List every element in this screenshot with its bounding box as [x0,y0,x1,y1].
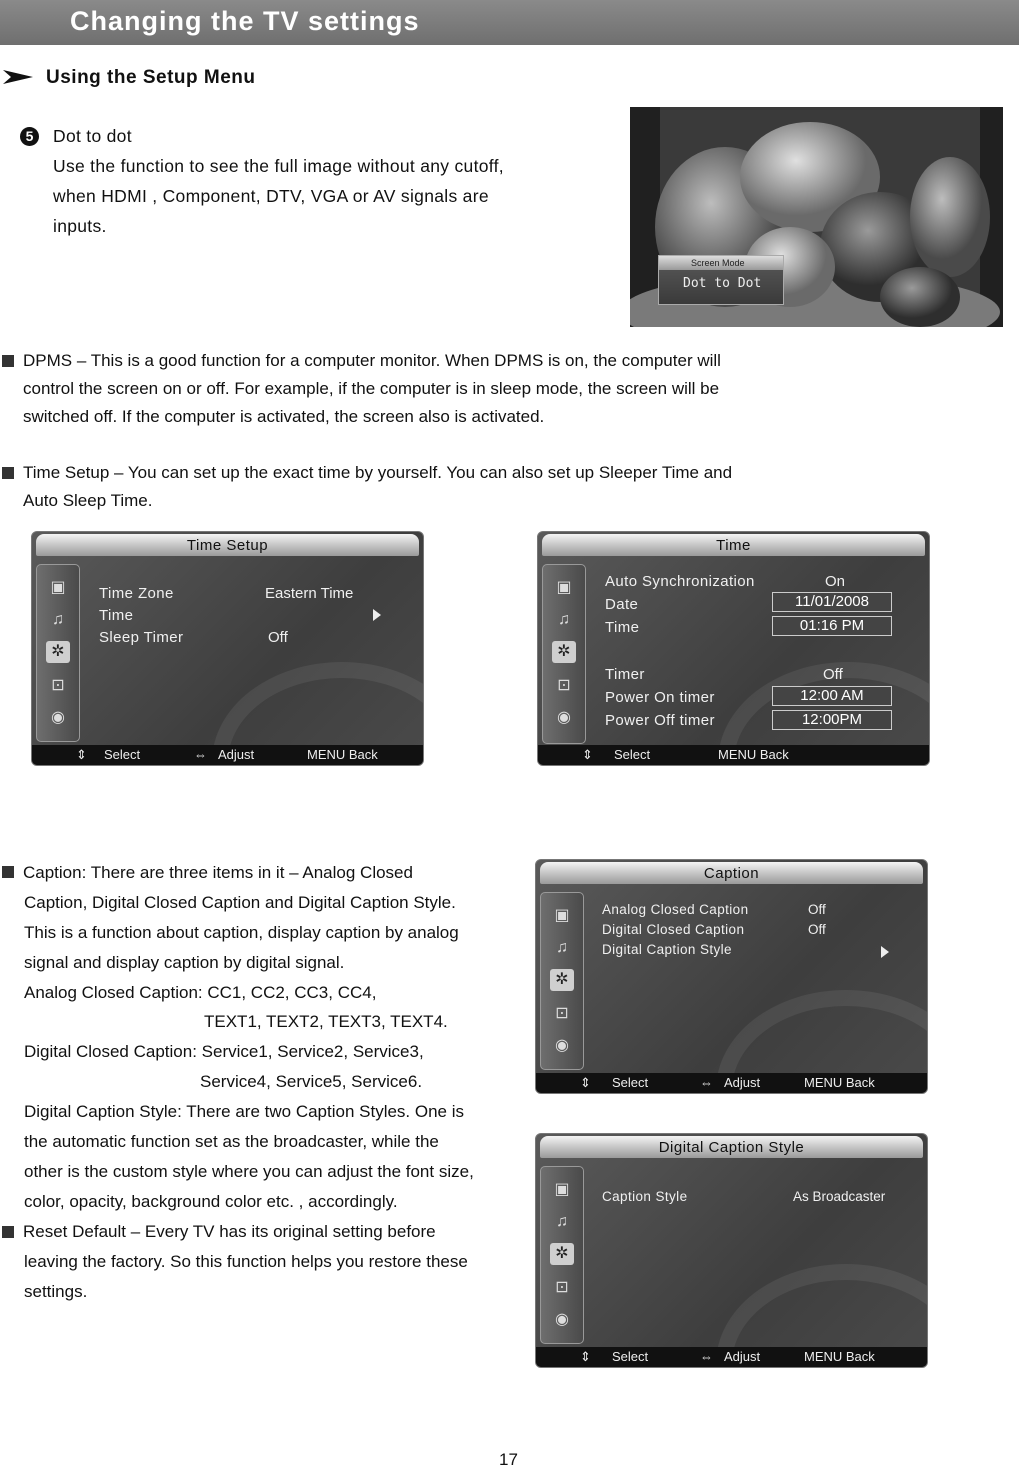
bullet-icon [2,355,14,367]
analog-cc-value: Off [808,902,826,917]
bullet-icon [2,1226,14,1238]
setup-icon[interactable]: ✲ [46,641,70,663]
caption-line: the automatic function set as the broadcaster, while the [24,1132,439,1151]
time-field[interactable]: 01:16 PM [772,616,892,636]
menu-item-time-zone[interactable]: Time Zone [99,585,174,602]
power-off-timer-field[interactable]: 12:00PM [772,710,892,730]
menu-item-timer[interactable]: Timer [605,666,645,683]
up-down-arrows-icon: ⇕ [76,747,87,762]
dpms-line: control the screen on or off. For example, if the computer is in sleep mode, the screen will be [23,379,720,398]
caption-line: other is the custom style where you can adjust the font size, [24,1162,474,1181]
footer-select: Select [614,747,651,762]
footer-select: Select [104,747,141,762]
footer-adjust: Adjust [218,747,255,762]
reset-default-line: settings. [24,1282,88,1301]
tv-icon[interactable]: ▣ [554,907,570,924]
caption-line: Service4, Service5, Service6. [200,1072,423,1091]
menu-footer [536,1073,927,1093]
audio-icon[interactable]: ♫ [52,611,64,628]
up-down-arrows-icon: ⇕ [580,1075,591,1090]
footer-menu-back: MENU Back [307,747,378,762]
caption-line: color, opacity, background color etc. , accordingly. [24,1192,398,1211]
dot-to-dot-line: inputs. [53,216,107,236]
sleep-timer-value: Off [268,629,288,646]
menu-title: Time [542,534,925,556]
menu-item-analog-cc[interactable]: Analog Closed Caption [602,902,749,917]
auto-sync-value: On [825,573,846,590]
time-zone-value: Eastern Time [265,585,354,602]
footer-adjust: Adjust [724,1075,761,1090]
dot-to-dot-line: when HDMI , Component, DTV, VGA or AV signals are [53,186,489,206]
tv-icon[interactable]: ▣ [554,1181,570,1198]
bullet-icon [2,467,14,479]
setup-icon[interactable]: ✲ [550,969,574,991]
time-setup-line: Time Setup – You can set up the exact time by yourself. You can also set up Sleeper Time and [23,463,733,482]
footer-adjust: Adjust [724,1349,761,1364]
page-title: Changing the TV settings [70,6,420,36]
dpms-line: switched off. If the computer is activated, the screen also is activated. [23,407,545,426]
menu-item-sleep-timer[interactable]: Sleep Timer [99,629,184,646]
audio-icon[interactable]: ♫ [558,611,570,628]
menu-sidebar [36,564,80,742]
time-setup-menu [31,531,424,766]
left-right-arrows-icon: ⇔ [700,1075,713,1090]
osd-label: Screen Mode [659,256,783,270]
screen-mode-osd [658,255,784,305]
footer-select: Select [612,1075,649,1090]
lock-icon[interactable]: ⊡ [555,1005,569,1022]
digital-caption-style-menu [535,1133,928,1368]
footer-select: Select [612,1349,649,1364]
footer-menu-back: MENU Back [804,1075,875,1090]
footer-menu-back: MENU Back [718,747,789,762]
caption-line: Digital Caption Style: There are two Caption Styles. One is [24,1102,465,1121]
number-badge: 5 [20,127,39,146]
menu-item-digital-cc[interactable]: Digital Closed Caption [602,922,745,937]
menu-item-time[interactable]: Time [605,619,640,636]
date-field[interactable]: 11/01/2008 [772,592,892,612]
caption-line: Caption: There are three items in it – Analog Closed [23,863,413,882]
caption-line: Caption, Digital Closed Caption and Digital Caption Style. [24,893,456,912]
menu-title: Time Setup [36,534,419,556]
menu-item-power-on-timer[interactable]: Power On timer [605,689,715,706]
tv-icon[interactable]: ▣ [50,579,66,596]
menu-footer [32,745,423,765]
lock-icon[interactable]: ⊡ [555,1279,569,1296]
setup-icon[interactable]: ✲ [550,1243,574,1265]
footer-menu-back: MENU Back [804,1349,875,1364]
section-title: Using the Setup Menu [46,67,256,88]
vegetables-photo [630,107,1003,327]
page-number: 17 [499,1450,518,1469]
channel-icon[interactable]: ◉ [557,709,571,726]
menu-sidebar [540,1166,584,1344]
menu-title: Caption [540,862,923,884]
audio-icon[interactable]: ♫ [556,1213,568,1230]
menu-sidebar [542,564,586,744]
left-right-arrows-icon: ⇔ [700,1349,713,1364]
menu-title: Digital Caption Style [540,1136,923,1158]
dpms-line: DPMS – This is a good function for a computer monitor. When DPMS is on, the computer will [23,351,721,370]
power-on-timer-field[interactable]: 12:00 AM [772,686,892,706]
caption-line: Digital Closed Caption: Service1, Service2, Service3, [24,1042,424,1061]
menu-item-digital-caption-style[interactable]: Digital Caption Style [602,942,732,957]
caption-menu [535,859,928,1094]
caption-line: Analog Closed Caption: CC1, CC2, CC3, CC4, [24,983,377,1002]
caption-style-value: As Broadcaster [793,1189,886,1204]
channel-icon[interactable]: ◉ [51,709,65,726]
dot-to-dot-heading: Dot to dot [53,126,132,146]
up-down-arrows-icon: ⇕ [582,747,593,762]
setup-icon[interactable]: ✲ [552,641,576,663]
menu-footer [538,745,929,765]
menu-item-power-off-timer[interactable]: Power Off timer [605,712,715,729]
time-menu [537,531,930,766]
bullet-icon [2,866,14,878]
lock-icon[interactable]: ⊡ [51,677,65,694]
up-down-arrows-icon: ⇕ [580,1349,591,1364]
submenu-arrow-icon [373,609,381,621]
timer-value: Off [823,666,843,683]
submenu-arrow-icon [881,946,889,958]
menu-item-caption-style[interactable]: Caption Style [602,1189,688,1204]
dot-to-dot-line: Use the function to see the full image without any cutoff, [53,156,504,176]
caption-line: TEXT1, TEXT2, TEXT3, TEXT4. [204,1012,448,1031]
caption-line: signal and display caption by digital signal. [24,953,345,972]
arrow-icon [3,68,33,86]
caption-line: This is a function about caption, display caption by analog [24,923,459,942]
digital-cc-value: Off [808,922,826,937]
time-setup-line: Auto Sleep Time. [23,491,153,510]
menu-sidebar [540,892,584,1070]
menu-footer [536,1347,927,1367]
lock-icon[interactable]: ⊡ [557,677,571,694]
audio-icon[interactable]: ♫ [556,939,568,956]
osd-value: Dot to Dot [683,276,762,291]
tv-icon[interactable]: ▣ [556,579,572,596]
channel-icon[interactable]: ◉ [555,1311,569,1328]
reset-default-line: leaving the factory. So this function helps you restore these [24,1252,468,1271]
reset-default-line: Reset Default – Every TV has its original setting before [23,1222,436,1241]
menu-item-time[interactable]: Time [99,607,134,624]
left-right-arrows-icon: ⇔ [194,747,207,762]
menu-item-date[interactable]: Date [605,596,639,613]
channel-icon[interactable]: ◉ [555,1037,569,1054]
menu-item-auto-sync[interactable]: Auto Synchronization [605,573,755,590]
